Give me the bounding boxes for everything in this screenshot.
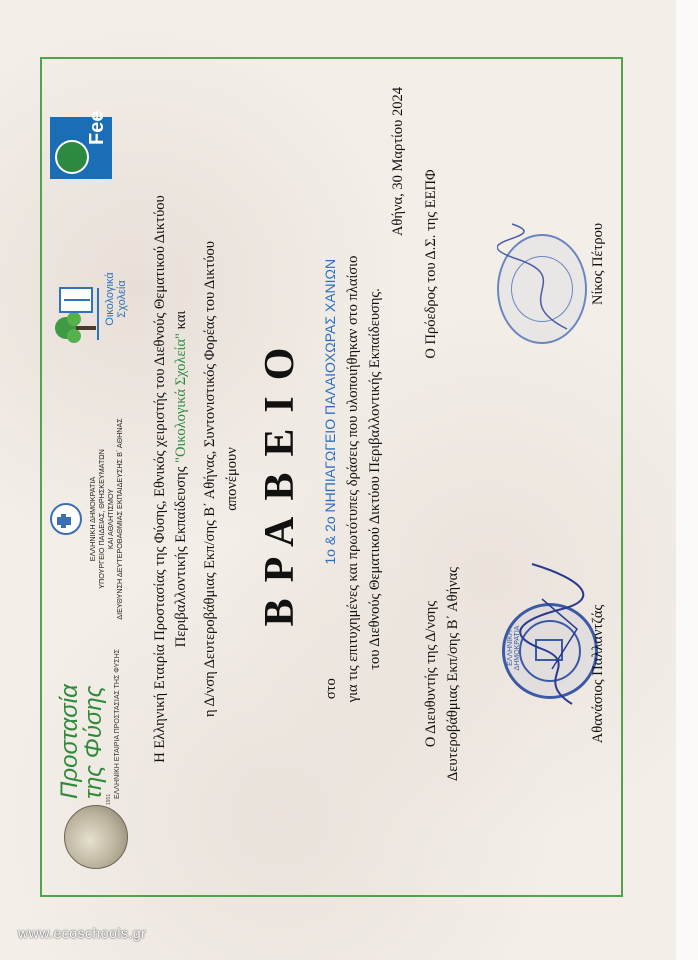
left-signatory-role: [420, 509, 464, 839]
nature-protection-caption: ΕΛΛΗΝΙΚΗ ΕΤΑΙΡΙΑ ΠΡΟΣΤΑΣΙΑΣ ΤΗΣ ΦΥΣΗΣ: [114, 649, 121, 799]
website-watermark: www.ecoschools.gr: [18, 925, 147, 941]
greek-coat-of-arms-icon: [50, 503, 82, 535]
ministry-line-3: ΚΑΙ ΑΘΛΗΤΙΣΜΟΥ: [106, 488, 115, 550]
right-signature: [497, 219, 587, 339]
issuer-line-1: Η Ελληνική Εταιρία Προστασίας της Φύσης, Εθνικός χειριστής του Διεθνούς Θεματικού Δικτύου: [152, 195, 168, 763]
recipient-name: 1ο & 2ο ΝΗΠΙΑΓΩΓΕΙΟ ΠΑΛΑΙΟΧΩΡΑΣ ΧΑΝΙΩΝ: [322, 258, 338, 565]
issue-date: Αθήνα, 30 Μαρτίου 2024: [390, 87, 406, 237]
nature-protection-year: 1951: [106, 793, 112, 805]
globe-icon: [55, 140, 89, 174]
ministry-line-1: ΕΛΛΗΝΙΚΗ ΔΗΜΟΚΡΑΤΙΑ: [88, 476, 97, 562]
issuer-line-2-prefix: Περιβαλλοντικής Εκπαίδευσης: [173, 466, 189, 648]
right-signatory-role: Ο Πρόεδρος του Δ.Σ. της ΕΕΠΦ: [423, 169, 439, 359]
page-edge: [676, 0, 698, 960]
nature-protection-emblem-icon: [64, 805, 128, 869]
reason-line-2: του Διεθνούς Θεματικού Δικτύου Περιβαλλοντικής Εκπαίδευσης.: [367, 288, 383, 670]
program-name: "Οικολογικά Σχολεία": [173, 333, 189, 463]
issuer-line-2-suffix: και: [173, 310, 189, 330]
right-signatory-name: Νίκος Πέτρου: [590, 222, 606, 306]
ministry-header: [50, 394, 140, 644]
issuer-line-3: η Δ/νση Δευτεροβάθμιας Εκπ/σης Β΄ Αθήνας, Συντονιστικός Φορέας του Δικτύου: [202, 241, 218, 717]
fee-logo: [50, 110, 112, 179]
certificate-content: [42, 59, 625, 899]
reason-line-1: για τις επιτυχημένες και πρωτότυπες δράσεις που υλοποιήθηκαν στο πλαίσιο: [345, 255, 361, 703]
left-stamp-text: ΕΛΛΗΝΙΚΗ ΔΗΜΟΚΡΑΤΙΑ: [507, 625, 521, 671]
eco-schools-name-line-1: Οικολογικά: [104, 272, 116, 326]
certificate-frame: [40, 57, 623, 897]
left-signatory-name: Αθανάσιος Παλλαντζάς: [590, 604, 606, 744]
issuer-line-4: απονέμουν: [224, 447, 240, 511]
ministry-line-4: ΔΙΕΥΘΥΝΣΗ ΔΕΥΤΕΡΟΒΑΘΜΙΑΣ ΕΚΠΑΙΔΕΥΣΗΣ Β΄ ΑΘΗΝΑΣ: [115, 418, 124, 620]
nature-protection-logo-text: Προστασία της Φύσης: [56, 684, 107, 799]
eco-schools-logo-text: [104, 244, 128, 354]
fee-logo-text: Fee: [86, 110, 108, 145]
eco-schools-tree-icon: [52, 284, 102, 346]
ministry-line-2: ΥΠΟΥΡΓΕΙΟ ΠΑΙΔΕΙΑΣ, ΘΡΗΣΚΕΥΜΑΤΩΝ: [97, 449, 106, 589]
eco-schools-name-line-2: Σχολεία: [116, 280, 128, 318]
left-role-line-2: Δευτεροβάθμιας Εκπ/σης Β΄ Αθήνας: [445, 566, 461, 782]
left-role-line-1: Ο Διευθυντής της Δ/νσης: [423, 600, 439, 748]
left-signature: [512, 559, 592, 709]
recipient-line: [322, 79, 340, 879]
recipient-label: στο: [323, 678, 339, 700]
award-title: ΒΡΑΒΕΙΟ: [257, 331, 303, 627]
eco-schools-logo: [52, 244, 132, 354]
issuer-line-2: [173, 79, 190, 879]
nature-protection-logo: [56, 649, 136, 869]
